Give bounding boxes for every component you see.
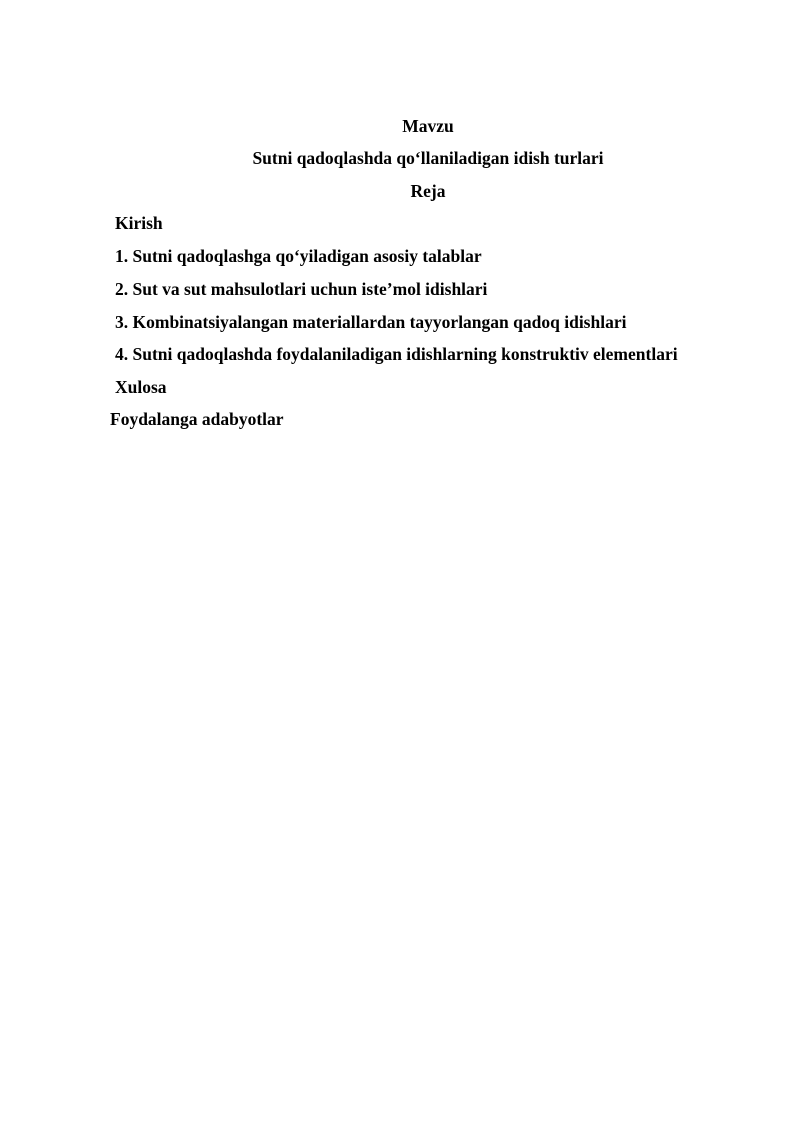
document-topic: Sutni qadoqlashda qo‘llaniladigan idish turlari	[252, 148, 604, 168]
document-heading: Mavzu	[402, 116, 454, 136]
plan-heading: Reja	[410, 181, 446, 201]
plan-item-conclusion: Xulosa	[115, 377, 167, 397]
plan-item-references: Foydalanga adabyotlar	[110, 409, 284, 429]
plan-item-2: 2. Sut va sut mahsulotlari uchun iste’mol idishlari	[115, 279, 488, 299]
plan-item-introduction: Kirish	[115, 213, 163, 233]
plan-item-3: 3. Kombinatsiyalangan materiallardan tayyorlangan qadoq idishlari	[115, 312, 627, 332]
plan-item-1: 1. Sutni qadoqlashga qo‘yiladigan asosiy talablar	[115, 246, 482, 266]
plan-item-4: 4. Sutni qadoqlashda foydalaniladigan idishlarning konstruktiv elementlari	[115, 344, 678, 364]
